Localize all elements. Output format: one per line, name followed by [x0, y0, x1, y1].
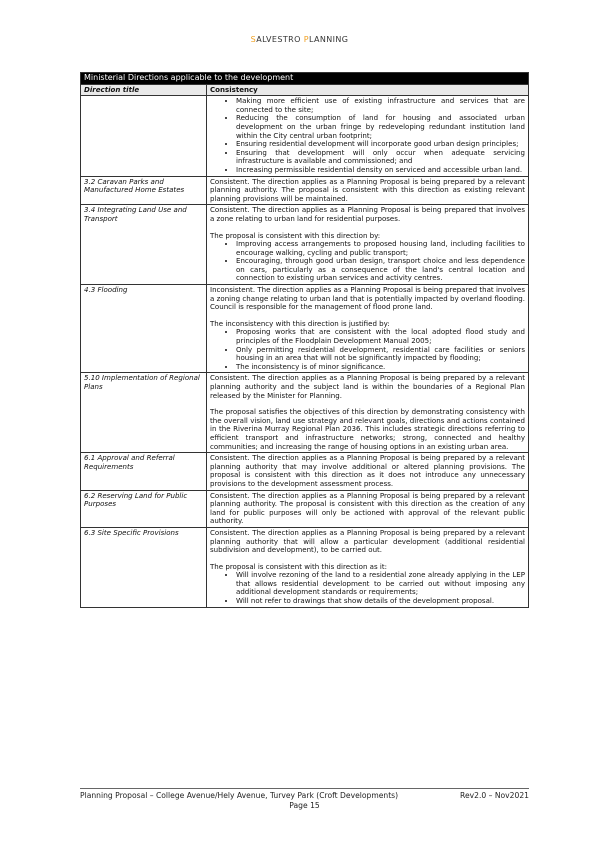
consistency-cell — [207, 453, 529, 490]
footer-document-title: Planning Proposal – College Avenue/Hely Avenue, Turvey Park (Croft Developments) — [80, 791, 399, 800]
footer-revision: Rev2.0 – Nov2021 — [460, 791, 529, 800]
brand-text: ALVESTRO — [256, 35, 304, 44]
bullet-item: • Making more efficient use of existing infrastructure and services that are connected to the site; — [236, 97, 525, 114]
bullet-item: • Will not refer to drawings that show details of the development proposal. — [236, 597, 525, 606]
consistency-paragraph: Inconsistent. The direction applies as a Planning Proposal is being prepared that involves a zoning change relating to urban land that is potentially impacted by overland flooding. Council is responsible for the management of flood prone land. — [210, 285, 525, 312]
direction-title: 5.10 Implementation of Regional Plans — [81, 373, 207, 453]
brand-initial-s: S — [250, 35, 257, 44]
consistency-cell — [207, 373, 529, 453]
direction-title: 4.3 Flooding — [81, 285, 207, 373]
bullet-list — [210, 240, 525, 283]
table-row — [81, 96, 529, 176]
table-row — [81, 490, 529, 527]
consistency-paragraph: Consistent. The direction applies as a Planning Proposal is being prepared by a relevant planning authority that may involve additional or altered planning provisions. The proposal is consistent with this direction as it does not introduce any unnecessary provisions to the development assessment process. — [210, 453, 525, 488]
column-header-direction-title: Direction title — [81, 84, 207, 96]
bullet-item: • Only permitting residential development, residential care facilities or seniors housing in an area that will not be significantly impacted by flooding; — [236, 346, 525, 363]
direction-title: 3.2 Caravan Parks and Manufactured Home Estates — [81, 176, 207, 205]
consistency-cell — [207, 527, 529, 607]
table-row — [81, 205, 529, 285]
direction-title — [81, 96, 207, 176]
brand-text-end: LANNING — [308, 35, 349, 44]
bullet-list — [210, 571, 525, 605]
bullet-item: • Will involve rezoning of the land to a residential zone already applying in the LEP that allows residential development to be carried out without imposing any additional development standards or requirements; — [236, 571, 525, 597]
table-row — [81, 285, 529, 373]
consistency-cell — [207, 490, 529, 527]
page-number: Page 15 — [289, 801, 320, 810]
page-header — [0, 35, 599, 44]
brand-initial-p: P — [303, 35, 309, 44]
table-row — [81, 176, 529, 205]
bullet-list — [210, 97, 525, 174]
consistency-cell — [207, 285, 529, 373]
bullet-item: • Reducing the consumption of land for housing and associated urban development on the urban fringe by redeveloping redundant institution land within the City central urban footprint; — [236, 114, 525, 140]
footer-divider — [80, 788, 529, 789]
column-header-consistency: Consistency — [207, 84, 529, 96]
table-body — [81, 96, 529, 607]
table-band-title: Ministerial Directions applicable to the development — [81, 73, 529, 85]
bullet-list — [210, 328, 525, 371]
ministerial-directions-table — [80, 72, 529, 608]
table-row — [81, 373, 529, 453]
bullet-item: • Encouraging, through good urban design, transport choice and less dependence on cars, particularly as a consequence of the land's central location and connection to existing urban services and activity centres. — [236, 257, 525, 283]
table-row — [81, 527, 529, 607]
bullet-item: • The inconsistency is of minor significance. — [236, 363, 525, 372]
direction-title: 6.3 Site Specific Provisions — [81, 527, 207, 607]
consistency-cell — [207, 176, 529, 205]
direction-title: 3.4 Integrating Land Use and Transport — [81, 205, 207, 285]
consistency-paragraph: The proposal is consistent with this direction as it: — [210, 561, 387, 571]
consistency-paragraph: Consistent. The direction applies as a Planning Proposal is being prepared by a relevant planning authority. The proposal is consistent with this direction as the creation of any land for public purposes will only be actioned with approval of the relevant public authority. — [210, 490, 525, 526]
direction-title: 6.1 Approval and Referral Requirements — [81, 453, 207, 490]
consistency-paragraph: Consistent. The direction applies as a Planning Proposal is being prepared by a relevant planning authority. The proposal is consistent with this direction as existing relevant planning provisions will be maintained. — [210, 176, 525, 203]
consistency-cell — [207, 96, 529, 176]
bullet-item: • Increasing permissible residential density on serviced and accessible urban land. — [236, 166, 525, 175]
consistency-paragraph: The proposal satisfies the objectives of this direction by demonstrating consistency with the overall vision, land use strategy and relevant goals, directions and actions contained in the Riverina Murray Regional Plan 2036. This includes strategic directions referring to efficient transport and infrastructure networks; strong, connected and healthy communities; and increasing the range of housing options in an existing urban area. — [210, 407, 525, 451]
consistency-paragraph: The proposal is consistent with this direction by: — [210, 230, 381, 240]
consistency-paragraph: Consistent. The direction applies as a Planning Proposal is being prepared by a relevant planning authority and the subject land is within the boundaries of a Regional Plan released by the Minister for Planning. — [210, 373, 525, 400]
bullet-item: • Ensuring residential development will incorporate good urban design principles; — [236, 140, 525, 149]
consistency-paragraph: The inconsistency with this direction is justified by: — [210, 318, 390, 328]
table-row — [81, 453, 529, 490]
consistency-paragraph: Consistent. The direction applies as a Planning Proposal is being prepared by a relevant planning authority that will allow a particular development (additional residential subdivision and development), to be carried out. — [210, 527, 525, 555]
consistency-paragraph: Consistent. The direction applies as a Planning Proposal is being prepared that involves a zone relating to urban land for residential purposes. — [210, 205, 525, 223]
bullet-item: • Proposing works that are consistent with the local adopted flood study and principles of the Floodplain Development Manual 2005; — [236, 328, 525, 345]
consistency-cell — [207, 205, 529, 285]
direction-title: 6.2 Reserving Land for Public Purposes — [81, 490, 207, 527]
bullet-item: • Ensuring that development will only occur when adequate servicing infrastructure is available and commissioned; and — [236, 149, 525, 166]
bullet-item: • Improving access arrangements to proposed housing land, including facilities to encourage walking, cycling and public transport; — [236, 240, 525, 257]
